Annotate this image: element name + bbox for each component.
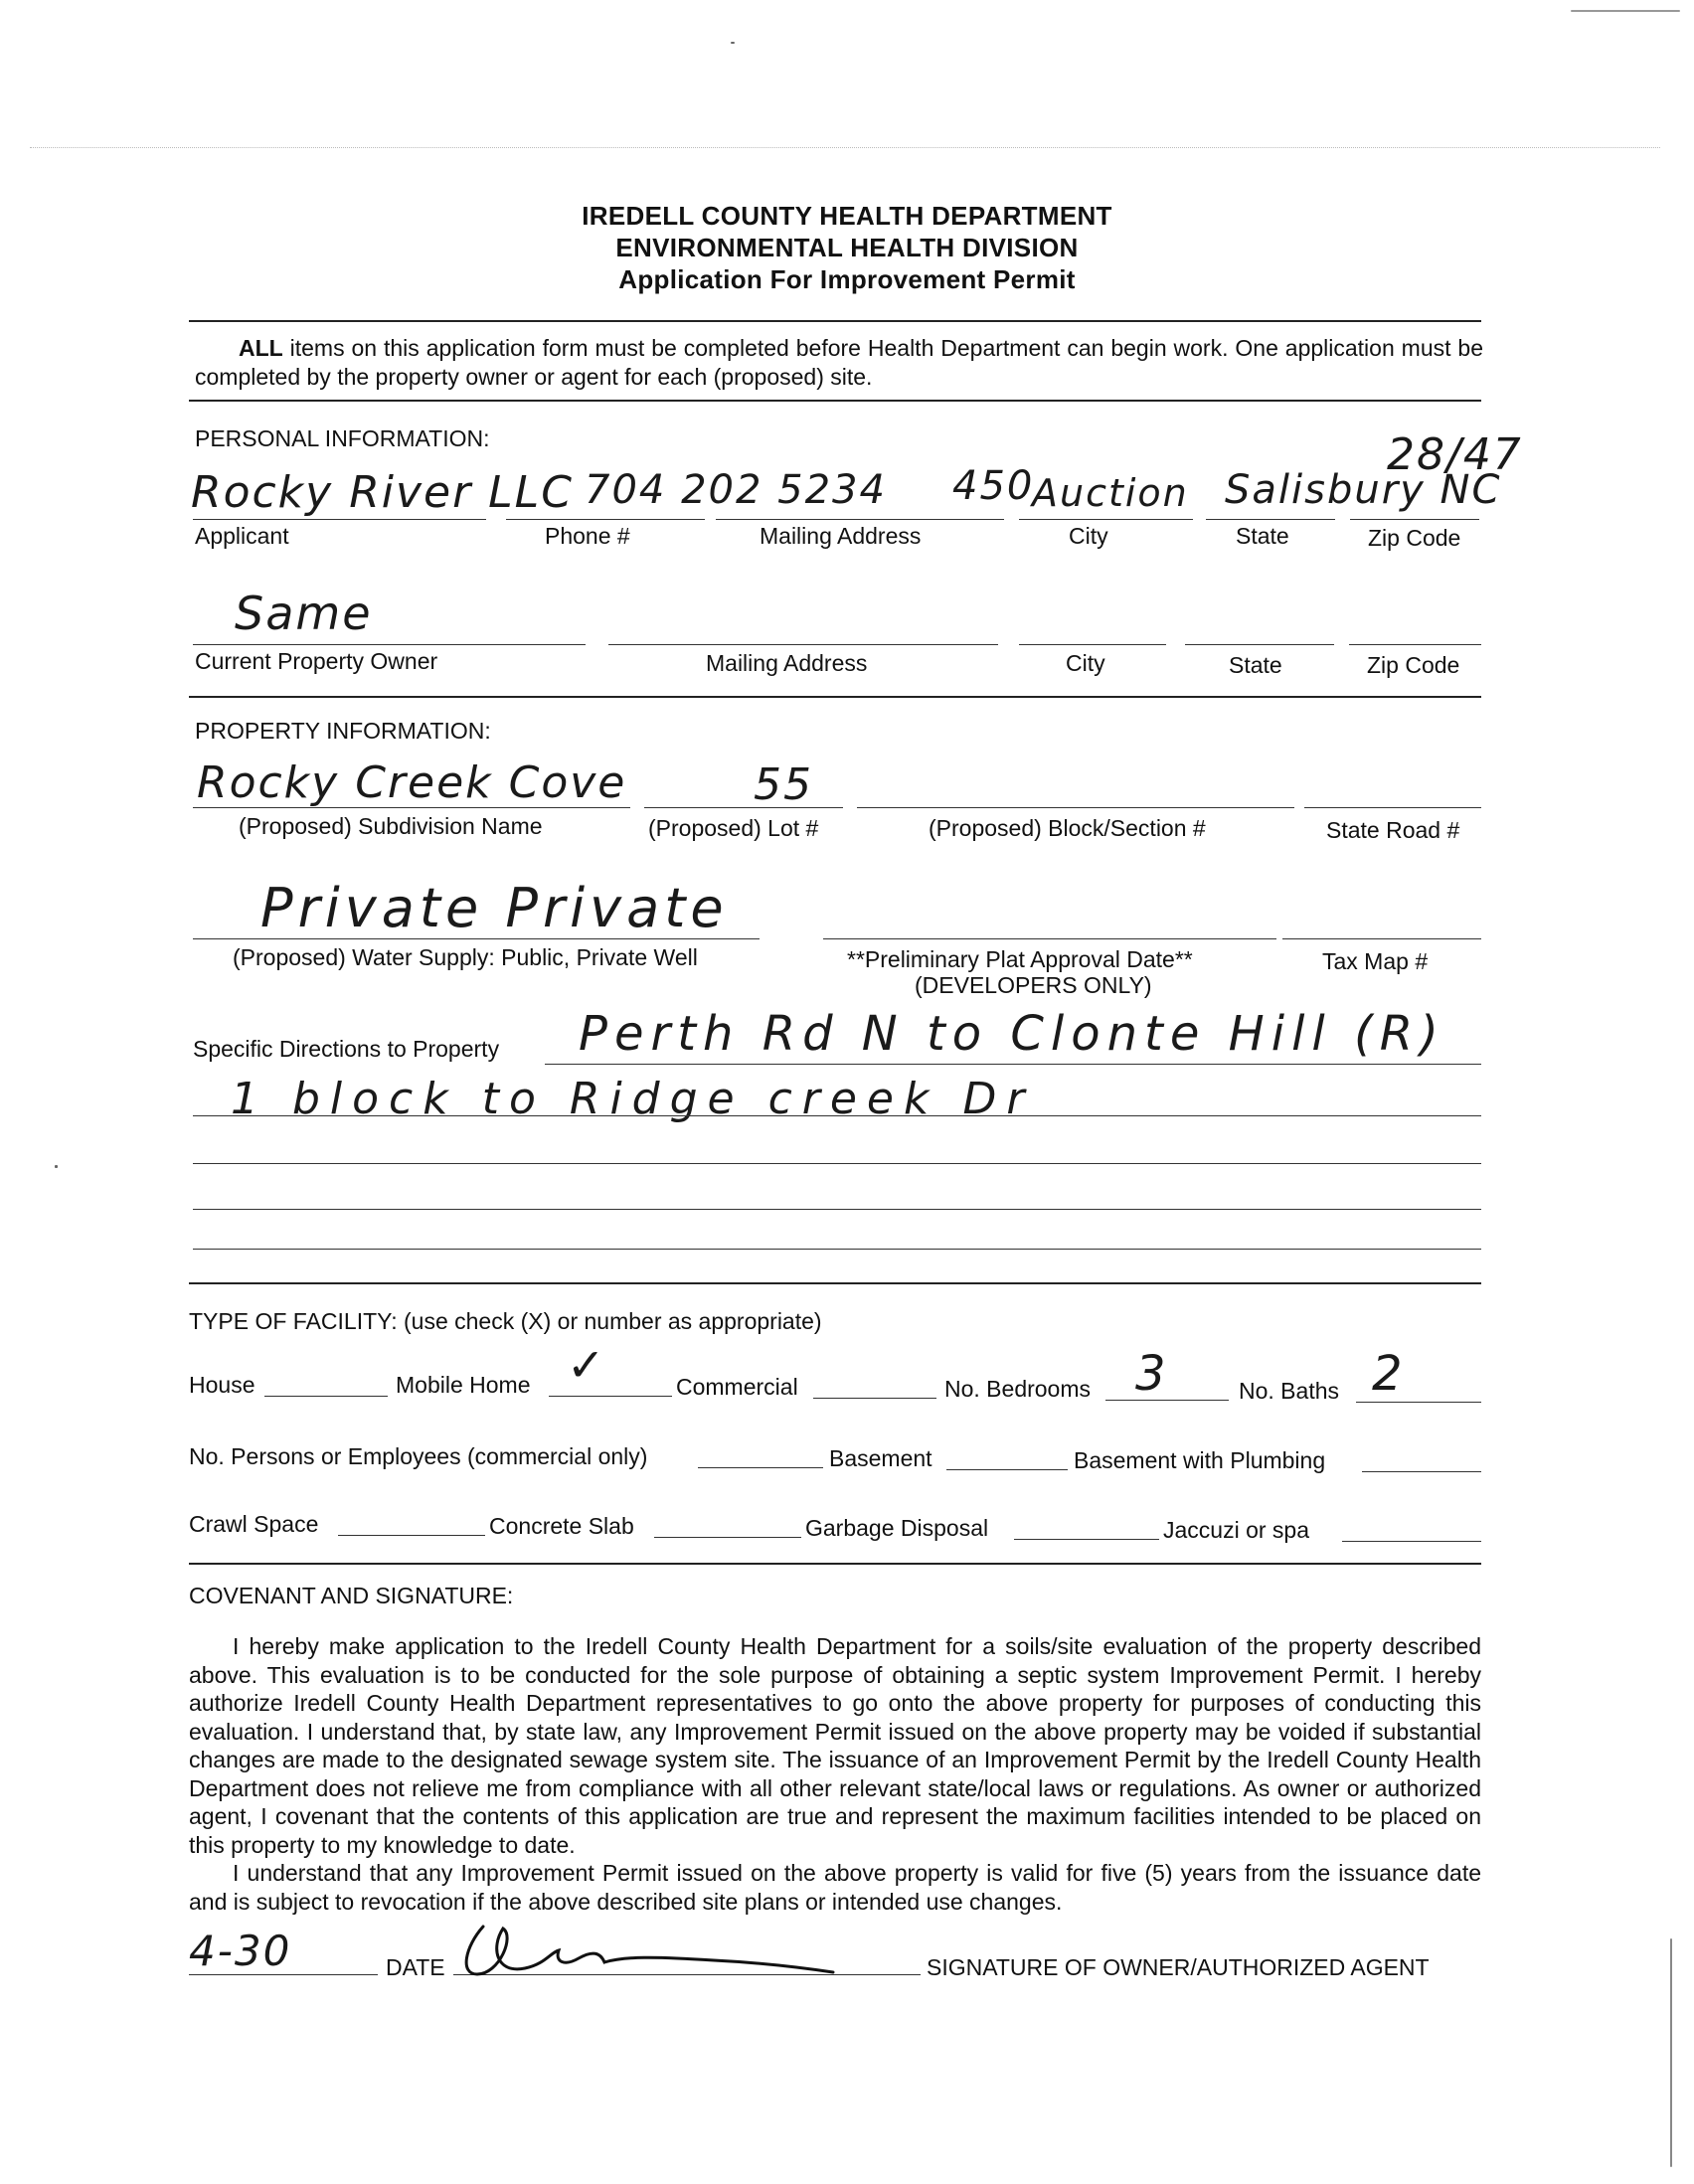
house-label: House <box>189 1372 255 1398</box>
water-supply-label: (Proposed) Water Supply: Public, Private Well <box>233 944 698 970</box>
handwritten-mobile-check: ✓ <box>567 1338 607 1392</box>
phone-label: Phone # <box>545 523 630 549</box>
intro-text <box>195 334 1483 391</box>
bedrooms-label: No. Bedrooms <box>944 1376 1092 1402</box>
road-line <box>1304 807 1481 808</box>
owner-mailing-label: Mailing Address <box>706 650 868 676</box>
mobile-home-label: Mobile Home <box>396 1372 531 1398</box>
baths-line <box>1356 1402 1481 1403</box>
divider <box>189 1282 1481 1284</box>
state-label: State <box>1236 523 1289 549</box>
date-line <box>189 1974 378 1975</box>
commercial-label: Commercial <box>676 1374 798 1400</box>
commercial-line <box>813 1398 936 1399</box>
mailing-address-label: Mailing Address <box>760 523 922 549</box>
owner-city-label: City <box>1066 650 1105 676</box>
owner-zip-line <box>1349 644 1481 645</box>
scan-speck <box>1571 10 1680 12</box>
taxmap-line <box>1282 938 1481 939</box>
intro-rest: items on this application form must be completed before Health Department can begin work. One application must be completed by the property owner or agent for each (proposed) site. <box>195 335 1483 390</box>
block-line <box>857 807 1294 808</box>
covenant-heading: COVENANT AND SIGNATURE: <box>189 1583 514 1608</box>
date-label: DATE <box>386 1954 445 1980</box>
phone-line <box>506 519 705 520</box>
scan-speck <box>55 1165 58 1168</box>
owner-line <box>193 644 586 645</box>
city-line <box>1019 519 1193 520</box>
divider <box>189 696 1481 698</box>
jacuzzi-line <box>1342 1541 1481 1542</box>
applicant-line <box>193 519 486 520</box>
developers-only-label: (DEVELOPERS ONLY) <box>915 972 1152 998</box>
handwritten-address: 450 <box>952 463 1035 509</box>
intro-bold: ALL <box>239 335 283 361</box>
basement-line <box>946 1469 1068 1470</box>
handwritten-water-supply: Private Private <box>260 877 729 939</box>
scan-speck <box>731 42 735 44</box>
owner-city-line <box>1019 644 1166 645</box>
baths-label: No. Baths <box>1239 1378 1339 1404</box>
state-line <box>1206 519 1335 520</box>
subdivision-line <box>193 807 630 808</box>
zip-code-label: Zip Code <box>1368 525 1461 551</box>
city-label: City <box>1069 523 1108 549</box>
handwritten-state-zip: Salisbury NC <box>1225 467 1502 513</box>
plat-line <box>823 938 1276 939</box>
handwritten-directions-2: 1 block to Ridge creek Dr <box>231 1074 1035 1124</box>
covenant-paragraph-1: I hereby make application to the Iredell County Health Department for a soils/site evaluation of the property described above. This evaluation is to be conducted for the sole purpose of obtaining a septic system Improvement Permit. I hereby authorize Iredell County Health Department representatives to go onto the above property for purposes of conducting this evaluation. I understand that, by state law, any Improvement Permit issued on the above property may be voided if substantial changes are made to the designated sewage system site. The issuance of an Improvement Permit by the Iredell County Health Department does not relieve me from compliance with all other relevant state/local laws or regulations. As owner or authorized agent, I covenant that the contents of this application are true and represent the maximum facilities intended to be placed on this property to my knowledge to date. <box>189 1633 1481 1858</box>
persons-label: No. Persons or Employees (commercial only) <box>189 1443 648 1469</box>
directions-line-3 <box>193 1163 1481 1164</box>
owner-state-label: State <box>1229 652 1282 678</box>
garbage-disposal-label: Garbage Disposal <box>805 1515 989 1541</box>
owner-mailing-line <box>608 644 998 645</box>
crawl-space-line <box>338 1535 485 1536</box>
concrete-slab-label: Concrete Slab <box>489 1513 634 1539</box>
house-line <box>264 1396 388 1397</box>
current-owner-label: Current Property Owner <box>195 648 438 674</box>
mailing-line <box>716 519 1004 520</box>
handwritten-bedrooms: 3 <box>1135 1346 1168 1402</box>
plat-approval-label: **Preliminary Plat Approval Date** <box>847 946 1193 972</box>
handwritten-city: Auction <box>1032 471 1189 515</box>
lot-label: (Proposed) Lot # <box>648 815 819 841</box>
basement-label: Basement <box>829 1445 932 1471</box>
directions-line-2 <box>193 1115 1481 1116</box>
garbage-disposal-line <box>1014 1539 1159 1540</box>
divider <box>189 400 1481 402</box>
signature-label: SIGNATURE OF OWNER/AUTHORIZED AGENT <box>927 1954 1430 1980</box>
property-info-heading: PROPERTY INFORMATION: <box>195 718 491 744</box>
state-road-label: State Road # <box>1326 817 1460 843</box>
form-title: Application For Improvement Permit <box>618 264 1076 294</box>
jacuzzi-label: Jaccuzi or spa <box>1163 1517 1310 1543</box>
handwritten-corner-number: 28/47 <box>1387 429 1523 480</box>
concrete-slab-line <box>654 1537 801 1538</box>
crawl-space-label: Crawl Space <box>189 1511 319 1537</box>
basement-plumbing-line <box>1362 1471 1481 1472</box>
water-line <box>193 938 760 939</box>
block-section-label: (Proposed) Block/Section # <box>929 815 1206 841</box>
scan-speck <box>1670 1938 1672 2167</box>
covenant-text <box>189 1632 1481 1916</box>
handwritten-baths: 2 <box>1372 1346 1405 1402</box>
covenant-paragraph-2: I understand that any Improvement Permit issued on the above property is valid for five (5) years from the issuance date and is subject to revocation if the above described site plans or intended use changes. <box>189 1860 1481 1915</box>
facility-heading: TYPE OF FACILITY: (use check (X) or number as appropriate) <box>189 1308 822 1334</box>
handwritten-date: 4-30 <box>189 1927 292 1975</box>
division-title: ENVIRONMENTAL HEALTH DIVISION <box>615 233 1079 262</box>
applicant-label: Applicant <box>195 523 289 549</box>
lot-line <box>644 807 843 808</box>
directions-line-5 <box>193 1249 1481 1250</box>
divider <box>189 1563 1481 1565</box>
directions-line-4 <box>193 1209 1481 1210</box>
zip-line <box>1350 519 1479 520</box>
personal-info-heading: PERSONAL INFORMATION: <box>195 425 490 451</box>
directions-label: Specific Directions to Property <box>193 1036 500 1062</box>
owner-signature-image <box>455 1917 873 1986</box>
divider <box>189 320 1481 322</box>
handwritten-directions-1: Perth Rd N to Clonte Hill (R) <box>579 1006 1445 1062</box>
handwritten-subdivision: Rocky Creek Cove <box>197 757 627 808</box>
basement-plumbing-label: Basement with Plumbing <box>1074 1447 1326 1473</box>
handwritten-applicant: Rocky River LLC <box>191 467 574 518</box>
department-title: IREDELL COUNTY HEALTH DEPARTMENT <box>582 201 1112 231</box>
handwritten-phone: 704 202 5234 <box>585 467 887 513</box>
owner-state-line <box>1185 644 1334 645</box>
mobile-home-line <box>549 1396 672 1397</box>
subdivision-label: (Proposed) Subdivision Name <box>239 813 543 839</box>
handwritten-owner: Same <box>235 587 373 640</box>
owner-zip-label: Zip Code <box>1367 652 1460 678</box>
scan-artifact-line <box>30 147 1660 148</box>
persons-line <box>698 1467 823 1468</box>
tax-map-label: Tax Map # <box>1322 948 1429 974</box>
handwritten-lot: 55 <box>754 759 813 810</box>
directions-line-1 <box>545 1064 1481 1065</box>
